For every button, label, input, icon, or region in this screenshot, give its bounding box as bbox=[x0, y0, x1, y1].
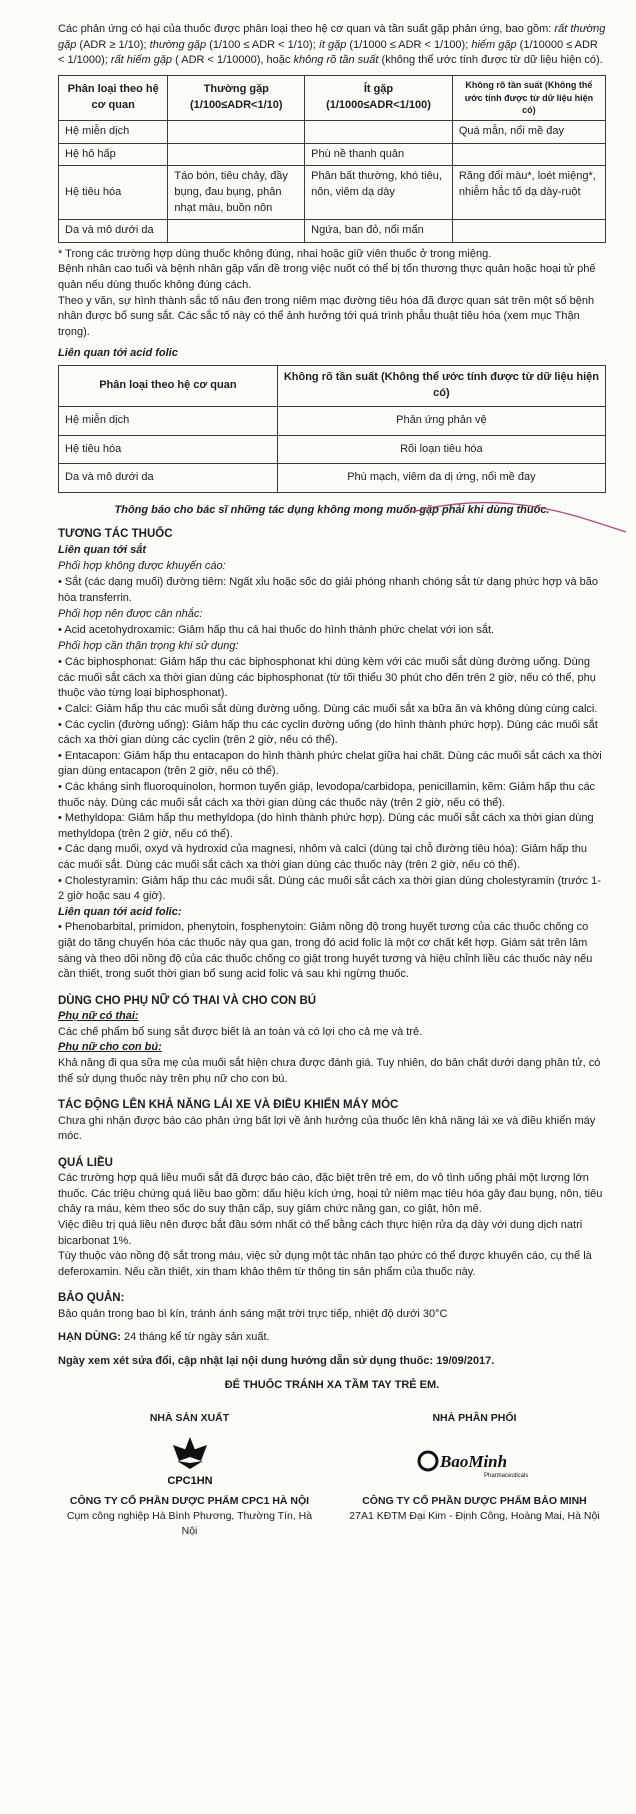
overdose-paragraph: Tùy thuộc vào nồng độ sắt trong máu, việc sử dụng một tác nhân tạo phức có thể được khuyến cáo, cụ thể là deferoxamin. Nếu cần thiết, xin tham khảo thêm từ thông tin sản phẩm của thuốc này. bbox=[58, 1250, 592, 1278]
interaction-item: • Acid acetohydroxamic: Giảm hấp thu cả hai thuốc do hình thành phức chelat với ion sắt. bbox=[58, 623, 495, 636]
pregnant-text: Các chế phẩm bổ sung sắt được biết là an toàn và có lợi cho cả mẹ và trẻ. bbox=[58, 1025, 423, 1038]
interaction-item: • Methyldopa: Giảm hấp thu methyldopa (do hình thành phức hợp). Dùng các muối sắt cách xa thời gian dùng methyldopa (trên 2 giờ, nếu có thể). bbox=[58, 812, 594, 840]
svg-text:BaoMinh: BaoMinh bbox=[440, 1452, 508, 1472]
intro-paragraph: Các phản ứng có hại của thuốc được phân loại theo hệ cơ quan và tần suất gặp phản ứng, bao gồm: rất thường gặp (ADR ≥ 1/10); thường gặp (1/100 ≤ ADR < 1/10); ít gặp (1/1000 ≤ ADR < 1/100); hiếm gặp (1/10000 ≤ ADR < 1/1000); rất hiếm gặp ( ADR < 1/10000), hoặc không rõ tần suất (không thể ước tính được từ dữ liệu hiện có). bbox=[58, 23, 606, 67]
expiry-label: HẠN DÙNG: bbox=[58, 1331, 121, 1344]
expiry-line bbox=[58, 1330, 606, 1346]
manufacturer-company: CÔNG TY CỔ PHẦN DƯỢC PHẨM CPC1 HÀ NỘI bbox=[69, 1495, 310, 1508]
svg-text:CPC1HN: CPC1HN bbox=[166, 1475, 213, 1488]
expiry-text: 24 tháng kể từ ngày sản xuất. bbox=[120, 1331, 270, 1344]
table-header-row bbox=[59, 366, 606, 407]
col-header-unknown: Không rõ tần suất (Không thể ước tính được từ dữ liệu hiện có) bbox=[277, 366, 605, 407]
cpc1-logo bbox=[58, 1432, 321, 1490]
pregnancy-title: DÙNG CHO PHỤ NỮ CÓ THAI VÀ CHO CON BÚ bbox=[58, 994, 317, 1007]
interaction-item: • Các cyclin (đường uống): Giảm hấp thu các cyclin đường uống (do hình thành phức hợp). Dùng các muối sắt cách xa thời gian dùng các cyclin (trên 2 giờ, nếu có thể). bbox=[58, 718, 598, 747]
keep-away-warning: ĐỂ THUỐC TRÁNH XA TẦM TAY TRẺ EM. bbox=[224, 1378, 440, 1391]
caution-heading: Phối hợp cần thận trọng khi sử dụng: bbox=[58, 640, 239, 653]
col-header-organ: Phân loại theo hệ cơ quan bbox=[59, 366, 278, 407]
manufacturer-block bbox=[58, 1411, 321, 1539]
interaction-item: • Calci: Giảm hấp thu các muối sắt dùng đường uống. Dùng các muối sắt xa bữa ăn và không dùng cùng calci. bbox=[58, 702, 598, 715]
review-date-line: Ngày xem xét sửa đổi, cập nhật lại nội dung hướng dẫn sử dụng thuốc: 19/09/2017. bbox=[58, 1354, 495, 1367]
note-paragraph: Bệnh nhân cao tuổi và bệnh nhân gặp vấn đề trong việc nuốt có thể bị tổn thương thực quản hoặc hoại tử phế quản nếu dùng thuốc không đúng cách. bbox=[58, 263, 596, 291]
table-row: Hệ tiêu hóa Táo bón, tiêu chảy, đầy bụng, đau bụng, phân nhạt màu, buồn nôn Phân bất thường, khó tiêu, nôn, viêm dạ dày Răng đổi màu*, loét miệng*, nhiễm hắc tố dạ dày-ruột bbox=[59, 166, 606, 220]
interaction-item: • Các kháng sinh fluoroquinolon, hormon tuyến giáp, levodopa/carbidopa, penicillamin, kẽm: Giảm hấp thu các thuốc này. Dùng các muối sắt cách xa thời gian dùng các thuốc này (trên 2 giờ, nếu có thể). bbox=[58, 780, 596, 809]
overdose-title: QUÁ LIỀU bbox=[58, 1156, 113, 1169]
interaction-item: • Các dạng muối, oxyd và hydroxid của magnesi, nhôm và calci (dùng tại chỗ đường tiêu hóa): Giảm hấp thu các muối sắt. Dùng các muối sắt cách xa thời gian dùng các thuốc này (trên 2 giờ, nếu có thể). bbox=[58, 843, 587, 871]
col-header-organ: Phân loại theo hệ cơ quan bbox=[59, 75, 168, 120]
iron-heading: Liên quan tới sắt bbox=[58, 543, 147, 556]
manufacturer-role: NHÀ SẢN XUẤT bbox=[149, 1412, 230, 1425]
col-header-uncommon: Ít gặp (1/1000≤ADR<1/100) bbox=[305, 75, 453, 120]
col-header-common: Thường gặp (1/100≤ADR<1/10) bbox=[168, 75, 305, 120]
pen-mark-scribble bbox=[410, 498, 630, 538]
folic-acid-heading: Liên quan tới acid folic bbox=[58, 347, 178, 360]
storage-text: Bảo quản trong bao bì kín, tránh ánh sáng mặt trời trực tiếp, nhiệt độ dưới 30°C bbox=[58, 1307, 448, 1320]
col-header-unknown: Không rõ tần suất (Không thể ước tính được từ dữ liệu hiện có) bbox=[452, 75, 605, 120]
notify-doctor-line: Thông báo cho bác sĩ những tác dụng không mong muốn gặp phải khi dùng thuốc. bbox=[114, 503, 550, 516]
distributor-company: CÔNG TY CỔ PHẦN DƯỢC PHẨM BẢO MINH bbox=[362, 1495, 587, 1508]
baominh-logo bbox=[343, 1432, 606, 1490]
table-row: Hệ tiêu hóa Rối loạn tiêu hóa bbox=[59, 435, 606, 464]
driving-text: Chưa ghi nhận được báo cáo phản ứng bất lợi về ảnh hưởng của thuốc lên khả năng lái xe và điều khiển máy móc. bbox=[58, 1114, 596, 1143]
pregnant-heading: Phụ nữ có thai: bbox=[58, 1010, 139, 1023]
footnote: * Trong các trường hợp dùng thuốc không đúng, nhai hoặc giữ viên thuốc ở trong miệng. bbox=[58, 247, 492, 260]
table-row: Hệ miễn dịch Phản ứng phản vệ bbox=[59, 407, 606, 436]
distributor-block bbox=[343, 1411, 606, 1539]
lactation-heading: Phụ nữ cho con bú: bbox=[58, 1041, 162, 1054]
folic-interaction-heading: Liên quan tới acid folic: bbox=[58, 905, 182, 918]
interactions-title: TƯƠNG TÁC THUỐC bbox=[58, 528, 173, 541]
table-row: Da và mô dưới da Phù mạch, viêm da dị ứng, nổi mề đay bbox=[59, 464, 606, 493]
company-footer bbox=[58, 1411, 606, 1539]
distributor-role: NHÀ PHÂN PHỐI bbox=[432, 1412, 517, 1425]
interaction-item: • Entacapon: Giảm hấp thu entacapon do hình thành phức chelat giữa hai chất. Dùng các muối sắt cách xa thời gian dùng entacapon (trên 2 giờ, nếu có thể). bbox=[58, 749, 602, 778]
table-row: Hệ miễn dịch Quá mẫn, nổi mề đay bbox=[59, 121, 606, 144]
storage-title: BẢO QUẢN: bbox=[58, 1292, 125, 1305]
consider-heading: Phối hợp nên được cân nhắc: bbox=[58, 608, 203, 621]
lactation-text: Khả năng đi qua sữa mẹ của muối sắt hiện chưa được đánh giá. Tuy nhiên, do bản chất dưới dạng phân tử, có thể sử dụng thuốc này trên phụ nữ cho con bú. bbox=[58, 1057, 601, 1085]
note-paragraph: Theo y văn, sự hình thành sắc tố nâu đen trong niêm mạc đường tiêu hóa đã được quan sát trên một số bệnh nhân được bổ sung sắt. Các sắc tố này có thể ảnh hưởng tới quá trình phẫu thuật tiêu hóa (xem mục Thận trọng). bbox=[58, 294, 595, 338]
interaction-item: • Sắt (các dạng muối) đường tiêm: Ngất xỉu hoặc sốc do giải phóng nhanh chóng sắt từ dạng phức hợp và bão hòa transferrin. bbox=[58, 576, 598, 604]
adr-table-folic bbox=[58, 365, 606, 493]
interaction-item: • Cholestyramin: Giảm hấp thu các muối sắt. Dùng các muối sắt cách xa thời gian dùng cholestyramin (trước 1-2 giờ hoặc sau 4 giờ). bbox=[58, 874, 601, 903]
interaction-item: • Phenobarbital, primidon, phenytoin, fosphenytoin: Giảm nồng độ trong huyết tương của các thuốc chống co giật do tăng chuyển hóa các thuốc này qua gan, trong đó acid folic là một cơ chất kết hợp. Giám sát trên lâm sàng và theo dõi nồng độ của các thuốc chống co giật trong huyết tương và hiệu chỉnh liều các thuốc này nếu cần thiết, trong suốt thời gian bổ sung acid folic và sau khi ngừng thuốc. bbox=[58, 921, 593, 981]
overdose-paragraph: Việc điều trị quá liều nên được bắt đầu sớm nhất có thể bằng cách thực hiện rửa dạ dày với dung dịch natri bicarbonat 1%. bbox=[58, 1218, 583, 1247]
distributor-address: 27A1 KĐTM Đại Kim - Định Công, Hoàng Mai, Hà Nội bbox=[349, 1509, 600, 1522]
adr-table-iron bbox=[58, 75, 606, 243]
manufacturer-address: Cụm công nghiệp Hà Bình Phương, Thường Tín, Hà Nội bbox=[66, 1509, 313, 1537]
driving-title: TÁC ĐỘNG LÊN KHẢ NĂNG LÁI XE VÀ ĐIỀU KHIỂN MÁY MÓC bbox=[58, 1099, 399, 1112]
svg-text:Pharmaceuticals: Pharmaceuticals bbox=[484, 1473, 529, 1480]
not-recommended-heading: Phối hợp không được khuyến cáo: bbox=[58, 560, 226, 573]
overdose-paragraph: Các trường hợp quá liều muối sắt đã được báo cáo, đặc biệt trên trẻ em, do vô tình uống phải một lượng lớn thuốc. Các triệu chứng quá liều bao gồm: dấu hiệu kích ứng, hoại tử niêm mạc tiêu hóa gây đau bụng, nôn, tiêu chảy ra máu, kèm theo sốc do suy thận cấp, suy giảm chức năng gan, co giật, hôn mê. bbox=[58, 1172, 603, 1216]
table-row: Da và mô dưới da Ngứa, ban đỏ, nổi mẩn bbox=[59, 220, 606, 243]
table-row: Hệ hô hấp Phù nề thanh quản bbox=[59, 143, 606, 166]
interaction-item: • Các biphosphonat: Giảm hấp thu các biphosphonat khi dùng kèm với các muối sắt dùng đường uống. Dùng các muối sắt cách xa thời gian dùng các biphosphonat (từ tối thiểu 30 phút cho đến trên 2 giờ, nếu có thể, phụ thuộc vào từng loại biphosphonat). bbox=[58, 656, 596, 700]
table-header-row bbox=[59, 75, 606, 120]
